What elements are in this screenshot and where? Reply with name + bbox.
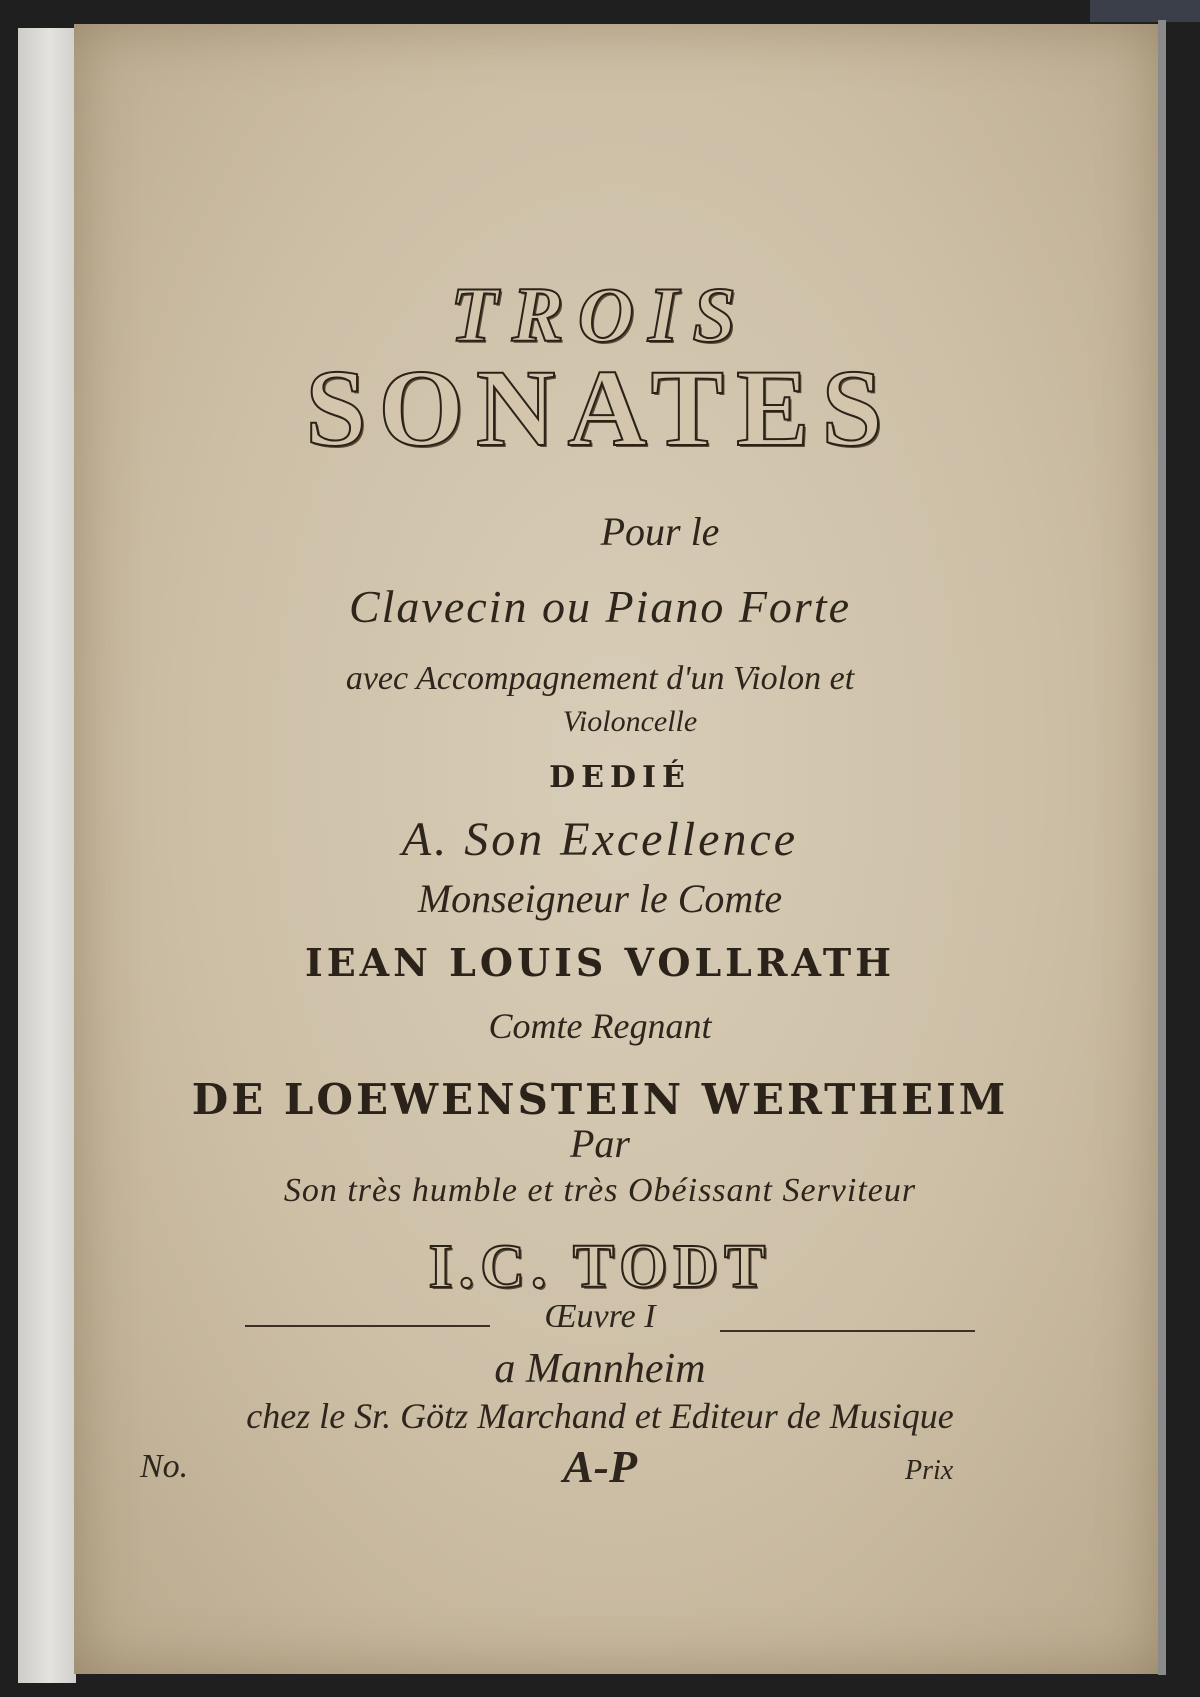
title-sonates: SONATES — [305, 347, 895, 469]
pour-le: Pour le — [600, 509, 720, 554]
city-line: a Mannheim — [494, 1346, 706, 1392]
par-line: Par — [570, 1121, 630, 1166]
violoncelle-line: Violoncelle — [562, 705, 698, 738]
price-label: Prix — [905, 1455, 954, 1486]
servant-line: Son très humble et très Obéissant Serviteur — [283, 1172, 917, 1209]
monseigneur-line: Monseigneur le Comte — [417, 876, 783, 921]
scanner-background-corner — [1090, 0, 1200, 22]
opus-line: Œuvre I — [544, 1298, 656, 1335]
dedie-heading: DEDIÉ — [549, 760, 691, 795]
plate-number: A-P — [562, 1441, 638, 1492]
publisher-line: chez le Sr. Götz Marchand et Editeur de Musique — [246, 1396, 954, 1436]
excellence-line: A. Son Excellence — [401, 813, 799, 866]
composer-name: I.C. TODT — [428, 1233, 772, 1301]
title-trois: TROIS — [450, 271, 750, 358]
accompaniment-line: avec Accompagnement d'un Violon et — [345, 660, 855, 697]
dedicatee-name: IEAN LOUIS VOLLRATH — [304, 940, 896, 985]
house-name: DE LOEWENSTEIN WERTHEIM — [191, 1075, 1009, 1124]
number-label: No. — [140, 1448, 189, 1485]
instruments-line: Clavecin ou Piano Forte — [348, 581, 852, 632]
comte-regnant-line: Comte Regnant — [488, 1006, 712, 1046]
